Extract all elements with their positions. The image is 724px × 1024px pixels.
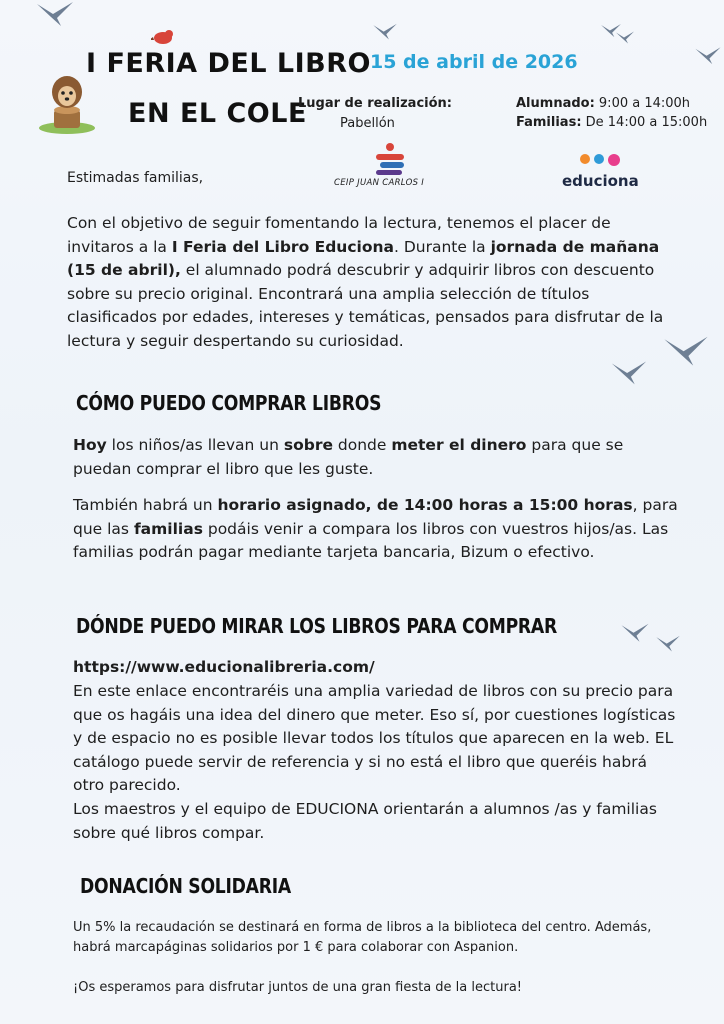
swallow-icon	[694, 38, 722, 72]
swallow-icon	[372, 22, 398, 40]
s1p1-bold-2: sobre	[283, 436, 333, 454]
s1p2-text-2: , para que las	[73, 496, 678, 538]
section2-paragraph-2: Los maestros y el equipo de EDUCIONA orientarán a alumnos /as y familias sobre qué libros compar.	[73, 800, 657, 842]
swallow-icon	[610, 355, 648, 389]
swallow-icon	[615, 30, 635, 44]
intro-paragraph	[67, 212, 677, 353]
pink-dot-icon	[608, 154, 620, 166]
school-logo-mark	[372, 142, 408, 176]
s1p1-text-1: los niños/as llevan un	[106, 436, 284, 454]
s1p2-text-3: podáis venir a compara los libros con vuestros hijos/as. Las familias podrán pagar mediante tarjeta bancaria, Bizum o efectivo.	[73, 519, 669, 561]
s1p2-bold-1: horario asignado, de 14:00 horas a 15:00 horas	[217, 496, 633, 514]
intro-text-2: . Durante la	[393, 237, 491, 256]
schedule-families-value: De 14:00 a 15:00h	[581, 115, 708, 130]
swallow-icon	[655, 632, 681, 654]
schedule-families-label: Familias:	[516, 115, 582, 130]
catalog-link[interactable]: https://www.educionalibreria.com/	[73, 658, 375, 676]
page-title-line-2: EN EL COLE	[128, 98, 307, 129]
intro-bold-2: jornada de mañana (15 de abril),	[67, 237, 660, 279]
section-heading-buy: CÓMO PUEDO COMPRAR LIBROS	[76, 391, 382, 415]
schedule-students-label: Alumnado:	[516, 96, 595, 111]
s1p1-text-3: para que se puedan comprar el libro que les guste.	[73, 436, 624, 478]
blue-dot-icon	[594, 154, 604, 164]
swallow-icon	[35, 0, 75, 26]
s1p1-bold-3: meter el dinero	[391, 436, 527, 454]
donation-paragraph: Un 5% la recaudación se destinará en forma de libros a la biblioteca del centro. Además, habrá marcapáginas solidarios por 1 € para colaborar con Aspanion.	[73, 920, 652, 955]
s1p1-bold-1: Hoy	[73, 436, 107, 454]
schedule-families	[516, 115, 707, 130]
event-date: 15 de abril de 2026	[370, 51, 578, 73]
orange-dot-icon	[580, 154, 590, 164]
schedule-students	[516, 96, 690, 111]
schedule-students-value: 9:00 a 14:00h	[594, 96, 691, 111]
swallow-icon	[620, 620, 650, 644]
s1p1-text-2: donde	[332, 436, 392, 454]
section2-paragraph-1: En este enlace encontraréis una amplia variedad de libros con su precio para que os hagáis una idea del dinero que meter. Eso sí, por cuestiones logísticas y de espacio no es posible llevar todos los títulos que aparecen en la web. EL catálogo puede servir de referencia y si no está el libro que queréis habrá otro parecido.	[73, 682, 676, 794]
educiona-logo-dots	[580, 154, 620, 166]
s1p2-bold-2: familias	[133, 519, 203, 538]
intro-text-3: el alumnado podrá descubrir y adquirir libros con descuento sobre su precio original. Encontrará una amplia selección de títulos clasificados por edades, intereses y temáticas, pensados para disfrutar de la lectura y seguir despertando su curiosidad.	[67, 261, 664, 350]
section-heading-donation: DONACIÓN SOLIDARIA	[80, 874, 291, 898]
section-heading-browse: DÓNDE PUEDO MIRAR LOS LIBROS PARA COMPRAR	[76, 614, 557, 638]
section1-paragraph-1	[73, 434, 683, 481]
intro-bold-1: I Feria del Libro Educiona	[171, 237, 394, 256]
greeting: Estimadas familias,	[67, 170, 204, 186]
robin-icon	[151, 28, 175, 46]
s1p2-text-1: También habrá un	[73, 496, 218, 514]
page-title-line-1: I FERIA DEL LIBRO	[86, 48, 371, 79]
section1-paragraph-2	[73, 494, 683, 565]
educiona-logo-text: educiona	[562, 172, 639, 190]
school-logo-text: CEIP JUAN CARLOS I	[334, 178, 425, 188]
location-label: Lugar de realización:	[298, 96, 453, 111]
closing-line: ¡Os esperamos para disfrutar juntos de una gran fiesta de la lectura!	[73, 980, 523, 995]
intro-text-1: Con el objetivo de seguir fomentando la lectura, tenemos el placer de invitaros a la	[67, 214, 611, 256]
location-value: Pabellón	[340, 116, 395, 131]
